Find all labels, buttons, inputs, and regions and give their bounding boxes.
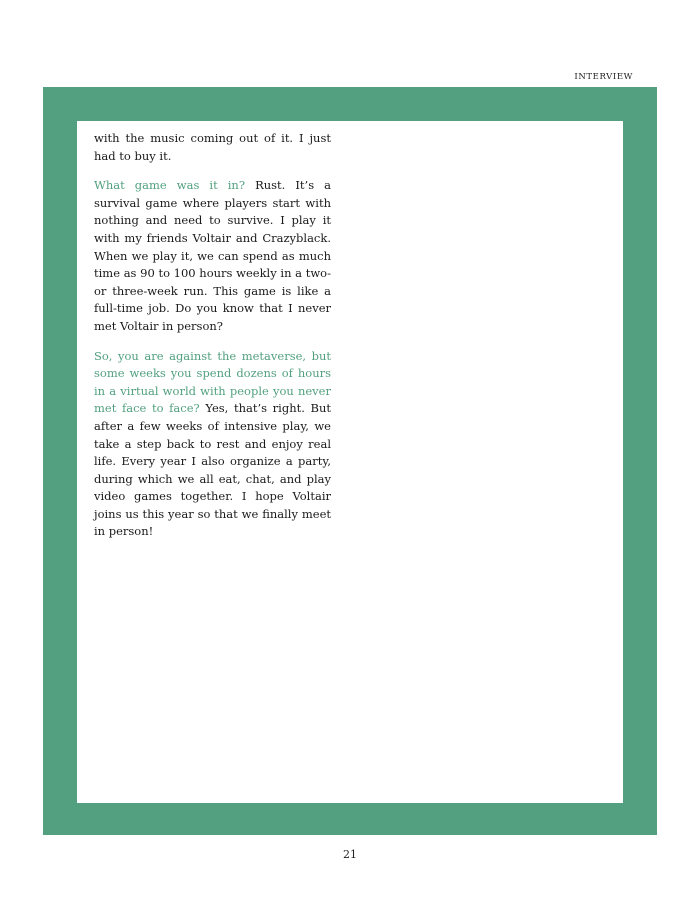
article-column [94, 130, 331, 553]
section-label: INTERVIEW [574, 72, 633, 82]
paragraph-qa-1 [94, 177, 331, 335]
paragraph-continuation [94, 130, 331, 165]
paragraph-text: with the music coming out of it. I just had to buy it. [94, 131, 331, 163]
page-number: 21 [343, 848, 357, 861]
paragraph-qa-2 [94, 348, 331, 542]
interview-question: So, you are against the metaverse, but some weeks you spend dozens of hours in a virtual world with people you never met face to face? [94, 348, 331, 416]
interview-answer: Rust. It’s a survival game where players start with nothing and need to survive. I play it with my friends Voltair and Crazyblack. When we play it, we can spend as much time as 90 to 100 hours weekly in a two- or three-week run. This game is like a full-time job. Do you know that I never met Voltair in person? [94, 178, 332, 333]
interview-answer: Yes, that’s right. But after a few weeks of intensive play, we take a step back to rest and enjoy real life. Every year I also organize a party, during which we all eat, chat, and play video games together. I hope Voltair joins us this year so that we finally meet in person! [94, 401, 331, 539]
interview-question: What game was it in? [94, 178, 246, 193]
